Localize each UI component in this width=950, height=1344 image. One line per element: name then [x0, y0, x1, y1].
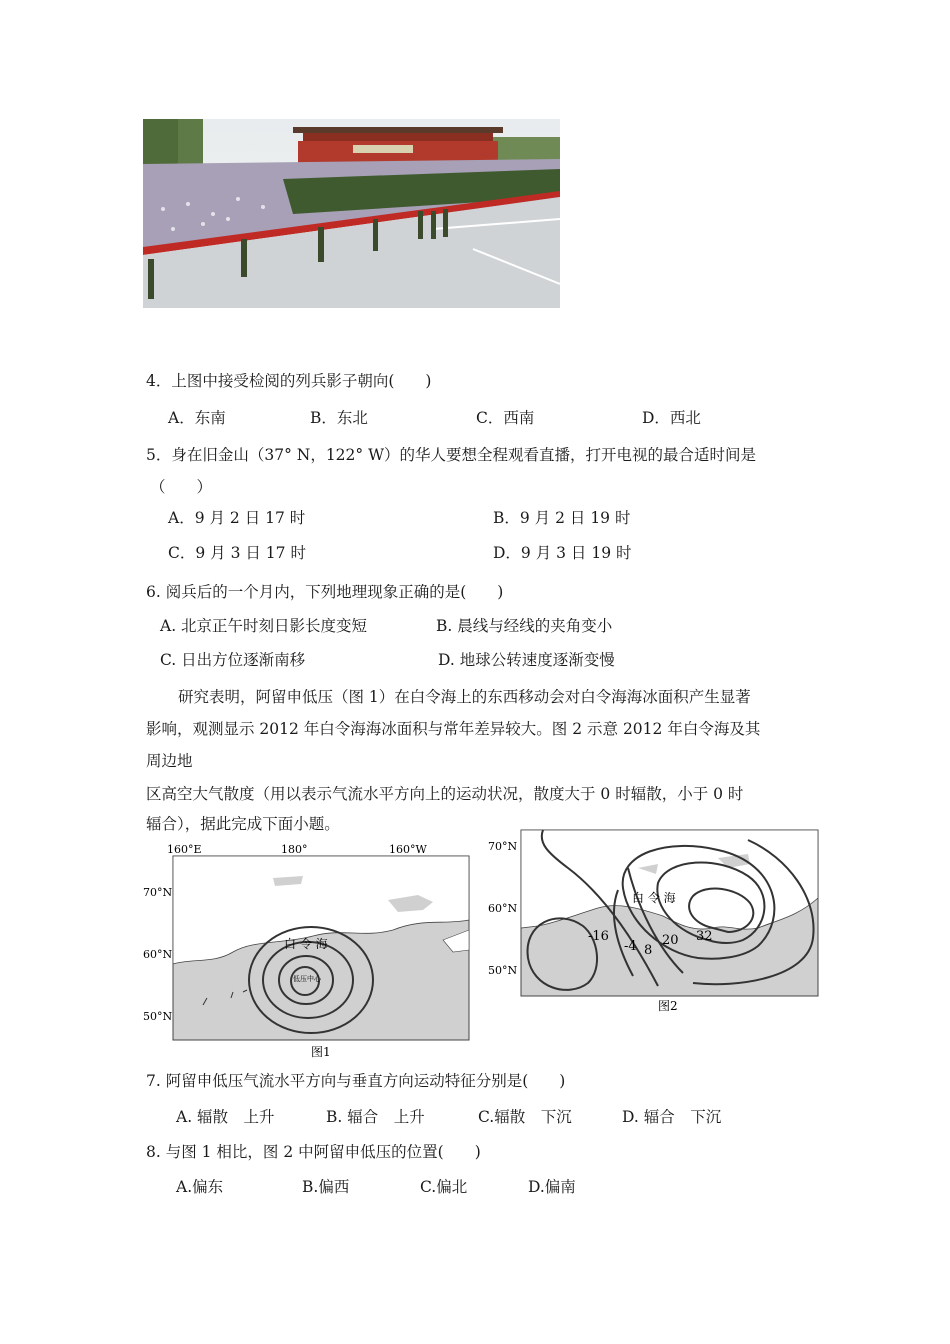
- fig2-lat-label-1: 70°N: [488, 840, 518, 853]
- q6-option-a[interactable]: A. 北京正午时刻日影长度变短: [160, 617, 368, 635]
- fig1-lat-label-1: 70°N: [143, 886, 173, 899]
- passage-line-4: 区高空大气散度（用以表示气流水平方向上的运动状况，散度大于 0 时辐散，小于 0 时: [146, 785, 744, 803]
- q7-option-b[interactable]: B. 辐合 上升: [326, 1108, 425, 1126]
- fig2-caption: 图2: [658, 999, 678, 1013]
- fig1-lon-label-3: 160°W: [389, 843, 427, 856]
- q8-option-b[interactable]: B.偏西: [302, 1178, 350, 1196]
- fig1-lon-label-1: 160°E: [167, 843, 202, 856]
- q4-option-c[interactable]: C．西南: [476, 409, 535, 427]
- fig1-lat-label-2: 60°N: [143, 948, 173, 961]
- fig1-center-label: 低压中心: [293, 975, 321, 983]
- q6-option-b[interactable]: B. 晨线与经线的夹角变小: [436, 617, 613, 635]
- q7-option-a[interactable]: A. 辐散 上升: [176, 1108, 275, 1126]
- q6-stem: 6. 阅兵后的一个月内，下列地理现象正确的是( ): [146, 583, 504, 601]
- passage-line-2: 影响，观测显示 2012 年白令海海冰面积与常年差异较大。图 2 示意 2012 年白令海及其: [146, 720, 761, 738]
- q5-option-d[interactable]: D．9 月 3 日 19 时: [493, 544, 632, 562]
- fig1-lat-label-3: 50°N: [143, 1010, 173, 1023]
- passage-line-1: 研究表明，阿留申低压（图 1）在白令海上的东西移动会对白令海海冰面积产生显著: [178, 688, 751, 706]
- q4-stem: 4．上图中接受检阅的列兵影子朝向( ): [146, 372, 432, 390]
- q8-stem: 8. 与图 1 相比，图 2 中阿留申低压的位置( ): [146, 1143, 481, 1161]
- photo-banner: [353, 145, 413, 153]
- fig2-lat-label-3: 50°N: [488, 964, 518, 977]
- fig2-sea-label: 白 令 海: [632, 891, 676, 905]
- q4-option-b[interactable]: B．东北: [310, 409, 368, 427]
- q4-option-d[interactable]: D．西北: [642, 409, 701, 427]
- q5-stem: 5．身在旧金山（37° N，122° W）的华人要想全程观看直播，打开电视的最合适时间是: [146, 446, 757, 464]
- fig1-lon-label-2: 180°: [281, 843, 308, 856]
- q5-option-a[interactable]: A．9 月 2 日 17 时: [168, 509, 306, 527]
- q8-option-a[interactable]: A.偏东: [176, 1178, 224, 1196]
- figure-2-map: [488, 828, 820, 1016]
- fig2-contour-label: 32: [696, 929, 713, 944]
- q5-option-c[interactable]: C．9 月 3 日 17 时: [168, 544, 306, 562]
- fig2-contour-label: 8: [644, 943, 653, 958]
- passage-line-5: 辐合），据此完成下面小题。: [146, 815, 340, 833]
- q8-option-c[interactable]: C.偏北: [420, 1178, 468, 1196]
- figure-1-map: [143, 840, 473, 1060]
- fig2-lat-label-2: 60°N: [488, 902, 518, 915]
- q7-stem: 7. 阿留申低压气流水平方向与垂直方向运动特征分别是( ): [146, 1072, 566, 1090]
- passage-line-3: 周边地: [146, 752, 193, 770]
- parade-photo: [143, 119, 560, 308]
- q6-option-c[interactable]: C. 日出方位逐渐南移: [160, 651, 306, 669]
- q5-option-b[interactable]: B．9 月 2 日 19 时: [493, 509, 631, 527]
- fig2-contour-label: 20: [662, 933, 679, 948]
- fig1-caption: 图1: [311, 1045, 331, 1059]
- fig2-contour-label: -4: [624, 939, 637, 954]
- q7-option-c[interactable]: C.辐散 下沉: [478, 1108, 572, 1126]
- q4-option-a[interactable]: A．东南: [168, 409, 226, 427]
- q7-option-d[interactable]: D. 辐合 下沉: [622, 1108, 722, 1126]
- q8-option-d[interactable]: D.偏南: [528, 1178, 576, 1196]
- q5-bracket: （ ）: [150, 478, 213, 496]
- q6-option-d[interactable]: D. 地球公转速度逐渐变慢: [438, 651, 615, 669]
- fig2-contour-label: -16: [588, 929, 609, 944]
- fig1-sea-label: 白 令 海: [284, 937, 328, 951]
